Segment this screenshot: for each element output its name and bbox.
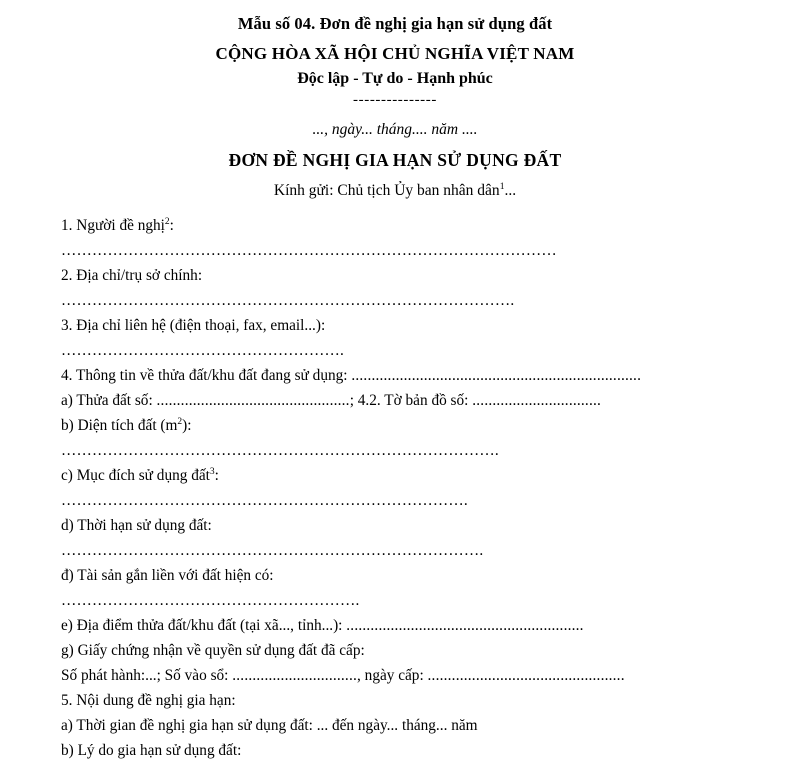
field-location-label [61,613,772,638]
field-area-text: b) Diện tích đất (m [61,416,178,434]
field-address-label: 2. Địa chỉ/trụ sở chính: [61,266,203,284]
page-title: ĐƠN ĐỀ NGHỊ GIA HẠN SỬ DỤNG ĐẤT [228,149,562,170]
field-duration-fill: ………………………………………………………………………. [61,541,484,559]
field-parcel-info-fill: ........................................................................ [351,366,642,384]
field-assets-label: đ) Tài sản gắn liền với đất hiện có: [61,566,274,584]
field-applicant-label [61,213,772,238]
field-contact-label: 3. Địa chỉ liên hệ (điện thoại, fax, email...): [61,316,326,334]
form-number-title: Mẫu số 04. Đơn đề nghị gia hạn sử dụng đất [237,14,553,33]
field-parcel-number-text: a) Thửa đất số: [61,391,157,409]
field-purpose-fill: ……………………………………………………………………. [61,491,468,509]
field-certificate-label: g) Giấy chứng nhận về quyền sử dụng đất đã cấp: [61,641,365,659]
field-issue-date-fill: ................................................. [427,666,625,684]
field-parcel-info-text: 4. Thông tin về thửa đất/khu đất đang sử dụng: [61,366,352,384]
field-issue-number [61,663,772,688]
document-body [0,213,790,763]
field-location-text: e) Địa điểm thửa đất/khu đất (tại xã..., tỉnh...): [61,616,347,634]
field-area-fill: …………………………………………………………………………. [61,441,499,459]
field-issue-date-text: , ngày cấp: [357,666,428,684]
header-divider: --------------- [353,92,437,109]
square-meter-exponent: 2 [177,416,183,427]
field-purpose-label [61,463,772,488]
field-duration-label: d) Thời hạn sử dụng đất: [61,516,212,534]
field-applicant-fill: …………………………………………………………………………………… [61,241,557,259]
field-address-fill: ……………………………………………………………………………. [61,291,515,309]
field-area-text-post: ): [182,416,192,434]
recipient-line [0,181,790,201]
field-extension-reason-label: b) Lý do gia hạn sử dụng đất: [61,741,242,759]
field-area-label [61,413,772,438]
national-heading: CỘNG HÒA XÃ HỘI CHỦ NGHĨA VIỆT NAM [215,44,575,64]
field-purpose-colon: : [214,466,219,484]
field-contact-fill: ………………………………………………. [61,341,344,359]
footnote-marker-1: 1 [499,180,505,192]
recipient-prefix: Kính gửi: Chủ tịch Ủy ban nhân dân [273,181,500,199]
field-issue-number-text: Số phát hành:...; Số vào sổ: [61,666,233,684]
recipient-suffix: ... [504,181,517,199]
field-parcel-number-fill: ................................................ [156,391,350,409]
field-map-sheet-fill: ................................ [472,391,602,409]
footnote-marker-2: 2 [164,216,170,227]
footnote-marker-3: 3 [209,466,215,477]
field-assets-fill: …………………………………………………. [61,591,360,609]
field-book-number-fill: ............................... [232,666,358,684]
field-location-fill: ........................................................... [346,616,584,634]
field-purpose-text: c) Mục đích sử dụng đất [61,466,210,484]
section-extension-request-label: 5. Nội dung đề nghị gia hạn: [61,691,236,709]
field-applicant-text: 1. Người đề nghị [61,216,165,234]
date-placeholder-line: ..., ngày... tháng.... năm .... [312,120,478,138]
field-parcel-info-label [61,363,772,388]
field-applicant-colon: : [169,216,174,234]
document-header [0,0,790,201]
national-motto: Độc lập - Tự do - Hạnh phúc [297,69,493,87]
field-parcel-number [61,388,772,413]
field-map-sheet-text: ; 4.2. Tờ bản đồ số: [349,391,473,409]
field-extension-period-label: a) Thời gian đề nghị gia hạn sử dụng đất: ... đến ngày... tháng... năm [61,716,478,734]
